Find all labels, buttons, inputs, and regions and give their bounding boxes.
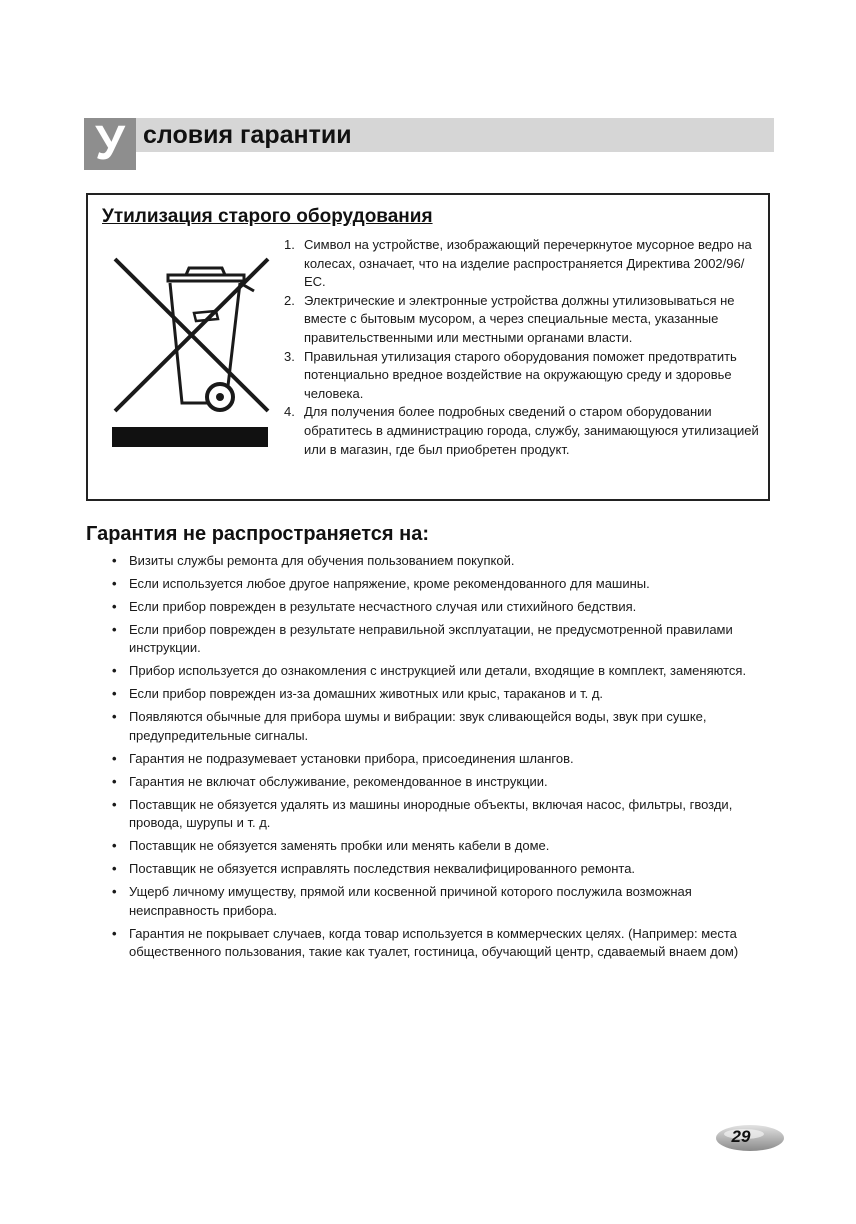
list-item: • Ущерб личному имуществу, прямой или косвенной причиной которого послужила возможная неисправность прибора. <box>112 884 692 918</box>
page-number: 29 <box>731 1127 751 1146</box>
list-item: • Если прибор поврежден из-за домашних животных или крыс, тараканов и т. д. <box>112 686 604 702</box>
disposal-title: Утилизация старого оборудования <box>102 206 433 227</box>
list-item: • Появляются обычные для прибора шумы и вибрации: звук сливающейся воды, звук при сушке, предупредительные сигналы. <box>112 709 707 743</box>
list-item: • Гарантия не включат обслуживание, рекомендованное в инструкции. <box>112 773 548 789</box>
list-item: 3. Правильная утилизация старого оборудования поможет предотвратить потенциально вредное воздействие на окружающую среду и здоровье человека. <box>284 348 737 401</box>
warranty-exclusions-list <box>112 552 772 966</box>
list-item: • Гарантия не покрывает случаев, когда товар используется в коммерческих целях. (Например: места общественного пользования, такие как туалет, гостиница, обучающий центр, сдаваемый внаем дом) <box>112 925 739 960</box>
list-item: • Поставщик не обязуется заменять пробки или менять кабели в доме. <box>112 838 550 854</box>
list-item: 1. Символ на устройстве, изображающий перечеркнутое мусорное ведро на колесах, означает, что на изделие распространяется Директива 2002/96/ЕС. <box>284 237 752 290</box>
list-item: • Если прибор поврежден в результате неправильной эксплуатации, не предусмотренной правилами инструкции. <box>112 622 733 656</box>
list-item: • Если прибор поврежден в результате несчастного случая или стихийного бедствия. <box>112 599 637 614</box>
list-item: • Поставщик не обязуется удалять из машины инородные объекты, включая насос, фильтры, гвозди, провода, шурупы и т. д. <box>112 796 733 831</box>
section-title: словия гарантии <box>143 121 352 149</box>
section-title-initial: У <box>84 118 136 170</box>
disposal-info-box <box>86 193 770 501</box>
list-item: 4. Для получения более подробных сведений о старом оборудовании обратитесь в администрацию города, службу, занимающуюся утилизацией или в магазин, где был приобретен продукт. <box>284 404 759 457</box>
crossed-out-wheelie-bin-icon <box>110 253 272 453</box>
list-item: • Прибор используется до ознакомления с инструкцией или детали, входящие в комплект, заменяются. <box>112 663 747 679</box>
disposal-list <box>284 236 764 459</box>
list-item: • Если используется любое другое напряжение, кроме рекомендованного для машины. <box>112 576 650 591</box>
list-item: • Гарантия не подразумевает установки прибора, присоединения шлангов. <box>112 750 574 766</box>
list-item: • Поставщик не обязуется исправлять последствия неквалифицированного ремонта. <box>112 861 636 877</box>
list-item: • Визиты службы ремонта для обучения пользованием покупкой. <box>112 553 515 568</box>
warranty-heading: Гарантия не распространяется на: <box>86 523 430 545</box>
list-item: 2. Электрические и электронные устройства должны утилизовываться не вместе с бытовым мусором, а через специальные места, указанные правительственными или местными органами власти. <box>284 292 735 345</box>
